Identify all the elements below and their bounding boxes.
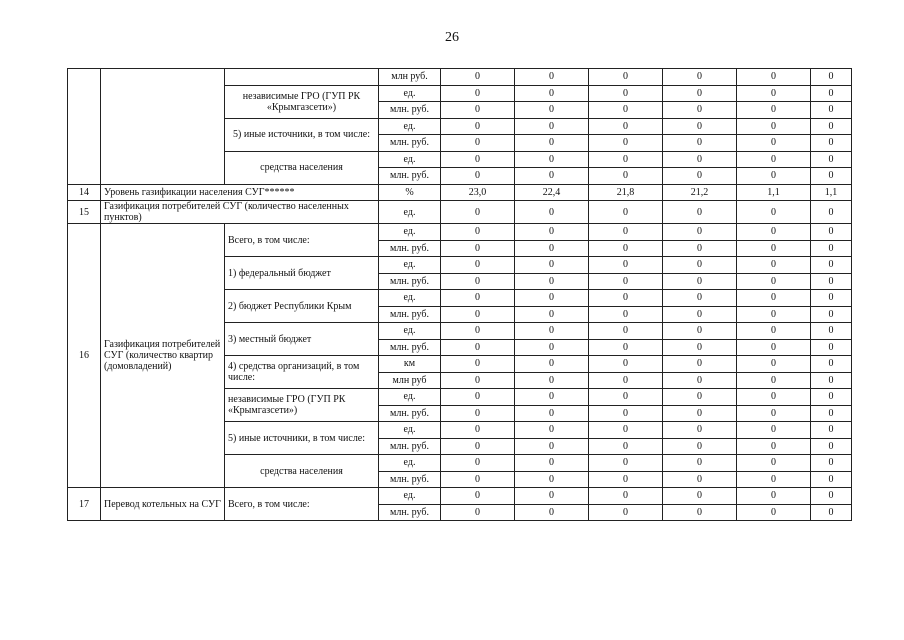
value-cell: 0 bbox=[589, 389, 663, 406]
value-cell: 0 bbox=[441, 168, 515, 185]
unit-cell: ед. bbox=[379, 323, 441, 340]
value-cell: 0 bbox=[811, 257, 852, 274]
value-cell: 0 bbox=[515, 290, 589, 307]
value-cell: 0 bbox=[737, 290, 811, 307]
value-cell: 0 bbox=[811, 69, 852, 86]
value-cell: 0 bbox=[589, 471, 663, 488]
table-row bbox=[68, 224, 852, 241]
value-cell: 0 bbox=[441, 69, 515, 86]
unit-cell: млн. руб. bbox=[379, 273, 441, 290]
row-number-cell: 16 bbox=[68, 224, 101, 488]
unit-cell: ед. bbox=[379, 488, 441, 505]
row-number-cell bbox=[68, 69, 101, 185]
value-cell: 0 bbox=[441, 372, 515, 389]
row-number-cell: 17 bbox=[68, 488, 101, 521]
value-cell: 0 bbox=[737, 240, 811, 257]
value-cell: 0 bbox=[663, 118, 737, 135]
value-cell: 0 bbox=[663, 471, 737, 488]
value-cell: 0 bbox=[737, 455, 811, 472]
value-cell: 0 bbox=[737, 372, 811, 389]
value-cell: 0 bbox=[589, 273, 663, 290]
value-cell: 0 bbox=[589, 339, 663, 356]
value-cell: 0 bbox=[589, 69, 663, 86]
value-cell: 22,4 bbox=[515, 184, 589, 201]
value-cell: 0 bbox=[663, 323, 737, 340]
indicator-cell: Газификация потребителей СУГ (количество населенных пунктов) bbox=[101, 201, 379, 224]
value-cell: 0 bbox=[737, 224, 811, 241]
value-cell: 0 bbox=[589, 135, 663, 152]
value-cell: 0 bbox=[811, 306, 852, 323]
value-cell: 0 bbox=[663, 273, 737, 290]
value-cell: 0 bbox=[589, 168, 663, 185]
unit-cell: млн. руб. bbox=[379, 240, 441, 257]
value-cell: 0 bbox=[737, 339, 811, 356]
row-number-cell: 14 bbox=[68, 184, 101, 201]
value-cell: 0 bbox=[441, 135, 515, 152]
subcategory-cell: независимые ГРО (ГУП РК «Крымгазсети») bbox=[225, 85, 379, 118]
subcategory-cell: независимые ГРО (ГУП РК «Крымгазсети») bbox=[225, 389, 379, 422]
subcategory-cell: Всего, в том числе: bbox=[225, 488, 379, 521]
value-cell: 0 bbox=[589, 372, 663, 389]
value-cell: 0 bbox=[663, 69, 737, 86]
value-cell: 0 bbox=[737, 168, 811, 185]
value-cell: 0 bbox=[515, 201, 589, 224]
value-cell: 0 bbox=[515, 257, 589, 274]
value-cell: 0 bbox=[441, 201, 515, 224]
subcategory-cell: Всего, в том числе: bbox=[225, 224, 379, 257]
value-cell: 0 bbox=[811, 471, 852, 488]
unit-cell: млн. руб. bbox=[379, 471, 441, 488]
value-cell: 0 bbox=[515, 422, 589, 439]
value-cell: 0 bbox=[515, 488, 589, 505]
value-cell: 0 bbox=[515, 471, 589, 488]
value-cell: 0 bbox=[811, 455, 852, 472]
value-cell: 0 bbox=[441, 339, 515, 356]
value-cell: 0 bbox=[811, 405, 852, 422]
unit-cell: млн. руб. bbox=[379, 168, 441, 185]
value-cell: 0 bbox=[663, 422, 737, 439]
value-cell: 0 bbox=[663, 85, 737, 102]
unit-cell: млн. руб. bbox=[379, 339, 441, 356]
value-cell: 0 bbox=[811, 372, 852, 389]
value-cell: 0 bbox=[663, 135, 737, 152]
value-cell: 0 bbox=[515, 356, 589, 373]
value-cell: 0 bbox=[737, 201, 811, 224]
subcategory-cell: 1) федеральный бюджет bbox=[225, 257, 379, 290]
value-cell: 0 bbox=[663, 290, 737, 307]
value-cell: 0 bbox=[811, 201, 852, 224]
value-cell: 0 bbox=[811, 102, 852, 119]
value-cell: 0 bbox=[441, 422, 515, 439]
indicator-cell: Газификация потребителей СУГ (количество квартир (домовладений) bbox=[101, 224, 225, 488]
value-cell: 0 bbox=[811, 488, 852, 505]
value-cell: 0 bbox=[663, 224, 737, 241]
value-cell: 0 bbox=[811, 151, 852, 168]
value-cell: 0 bbox=[811, 438, 852, 455]
value-cell: 23,0 bbox=[441, 184, 515, 201]
table-row bbox=[68, 488, 852, 505]
table-row bbox=[68, 201, 852, 224]
value-cell: 0 bbox=[515, 323, 589, 340]
value-cell: 0 bbox=[515, 85, 589, 102]
value-cell: 0 bbox=[441, 455, 515, 472]
value-cell: 0 bbox=[589, 306, 663, 323]
value-cell: 0 bbox=[441, 257, 515, 274]
value-cell: 21,8 bbox=[589, 184, 663, 201]
value-cell: 0 bbox=[737, 306, 811, 323]
value-cell: 0 bbox=[811, 224, 852, 241]
value-cell: 0 bbox=[737, 389, 811, 406]
value-cell: 0 bbox=[737, 422, 811, 439]
unit-cell: ед. bbox=[379, 85, 441, 102]
subcategory-cell: средства населения bbox=[225, 455, 379, 488]
value-cell: 0 bbox=[515, 240, 589, 257]
value-cell: 0 bbox=[811, 240, 852, 257]
value-cell: 0 bbox=[515, 405, 589, 422]
unit-cell: млн. руб. bbox=[379, 405, 441, 422]
unit-cell: ед. bbox=[379, 422, 441, 439]
subcategory-cell: 3) местный бюджет bbox=[225, 323, 379, 356]
unit-cell: ед. bbox=[379, 201, 441, 224]
value-cell: 0 bbox=[663, 488, 737, 505]
value-cell: 0 bbox=[737, 488, 811, 505]
value-cell: 0 bbox=[441, 273, 515, 290]
value-cell: 0 bbox=[589, 290, 663, 307]
subcategory-cell: 5) иные источники, в том числе: bbox=[225, 118, 379, 151]
value-cell: 0 bbox=[663, 438, 737, 455]
value-cell: 21,2 bbox=[663, 184, 737, 201]
value-cell: 0 bbox=[589, 504, 663, 521]
value-cell: 0 bbox=[737, 273, 811, 290]
value-cell: 0 bbox=[811, 290, 852, 307]
value-cell: 0 bbox=[663, 168, 737, 185]
value-cell: 0 bbox=[737, 85, 811, 102]
value-cell: 0 bbox=[811, 323, 852, 340]
value-cell: 0 bbox=[663, 240, 737, 257]
unit-cell: млн. руб. bbox=[379, 438, 441, 455]
unit-cell: млн руб. bbox=[379, 69, 441, 86]
value-cell: 0 bbox=[441, 356, 515, 373]
unit-cell: ед. bbox=[379, 118, 441, 135]
unit-cell: млн. руб. bbox=[379, 102, 441, 119]
value-cell: 0 bbox=[737, 504, 811, 521]
value-cell: 0 bbox=[663, 389, 737, 406]
value-cell: 0 bbox=[811, 339, 852, 356]
unit-cell: млн. руб. bbox=[379, 504, 441, 521]
value-cell: 0 bbox=[441, 224, 515, 241]
value-cell: 0 bbox=[811, 389, 852, 406]
subcategory-cell: 4) средства организаций, в том числе: bbox=[225, 356, 379, 389]
unit-cell: млн. руб. bbox=[379, 306, 441, 323]
value-cell: 0 bbox=[515, 339, 589, 356]
subcategory-cell: 5) иные источники, в том числе: bbox=[225, 422, 379, 455]
value-cell: 0 bbox=[441, 290, 515, 307]
value-cell: 0 bbox=[663, 405, 737, 422]
value-cell: 0 bbox=[589, 488, 663, 505]
unit-cell: млн. руб. bbox=[379, 135, 441, 152]
unit-cell: ед. bbox=[379, 224, 441, 241]
value-cell: 0 bbox=[663, 455, 737, 472]
value-cell: 0 bbox=[737, 118, 811, 135]
value-cell: 0 bbox=[515, 306, 589, 323]
value-cell: 0 bbox=[811, 273, 852, 290]
unit-cell: % bbox=[379, 184, 441, 201]
value-cell: 0 bbox=[589, 405, 663, 422]
value-cell: 0 bbox=[589, 257, 663, 274]
value-cell: 0 bbox=[589, 438, 663, 455]
value-cell: 0 bbox=[663, 306, 737, 323]
value-cell: 0 bbox=[441, 405, 515, 422]
value-cell: 0 bbox=[589, 151, 663, 168]
value-cell: 1,1 bbox=[811, 184, 852, 201]
value-cell: 0 bbox=[663, 201, 737, 224]
value-cell: 0 bbox=[441, 504, 515, 521]
value-cell: 0 bbox=[589, 356, 663, 373]
unit-cell: ед. bbox=[379, 151, 441, 168]
value-cell: 0 bbox=[589, 323, 663, 340]
value-cell: 0 bbox=[737, 471, 811, 488]
indicator-cell bbox=[101, 69, 225, 185]
value-cell: 0 bbox=[811, 504, 852, 521]
subcategory-cell bbox=[225, 69, 379, 86]
value-cell: 0 bbox=[737, 356, 811, 373]
value-cell: 0 bbox=[811, 135, 852, 152]
value-cell: 0 bbox=[811, 118, 852, 135]
value-cell: 0 bbox=[811, 356, 852, 373]
value-cell: 0 bbox=[441, 471, 515, 488]
value-cell: 0 bbox=[441, 438, 515, 455]
data-table bbox=[67, 68, 852, 521]
value-cell: 0 bbox=[441, 488, 515, 505]
value-cell: 0 bbox=[515, 372, 589, 389]
value-cell: 0 bbox=[515, 168, 589, 185]
table-row bbox=[68, 69, 852, 86]
unit-cell: ед. bbox=[379, 389, 441, 406]
value-cell: 0 bbox=[663, 504, 737, 521]
indicator-cell: Уровень газификации населения СУГ****** bbox=[101, 184, 379, 201]
unit-cell: млн руб bbox=[379, 372, 441, 389]
value-cell: 0 bbox=[663, 151, 737, 168]
value-cell: 0 bbox=[589, 422, 663, 439]
value-cell: 0 bbox=[515, 455, 589, 472]
value-cell: 0 bbox=[737, 438, 811, 455]
value-cell: 0 bbox=[737, 135, 811, 152]
value-cell: 0 bbox=[515, 102, 589, 119]
value-cell: 0 bbox=[441, 323, 515, 340]
value-cell: 0 bbox=[515, 389, 589, 406]
indicator-cell: Перевод котельных на СУГ bbox=[101, 488, 225, 521]
value-cell: 0 bbox=[515, 504, 589, 521]
value-cell: 0 bbox=[589, 85, 663, 102]
unit-cell: ед. bbox=[379, 290, 441, 307]
value-cell: 0 bbox=[589, 455, 663, 472]
value-cell: 0 bbox=[515, 118, 589, 135]
value-cell: 0 bbox=[515, 273, 589, 290]
subcategory-cell: 2) бюджет Республики Крым bbox=[225, 290, 379, 323]
value-cell: 0 bbox=[589, 240, 663, 257]
value-cell: 0 bbox=[737, 102, 811, 119]
value-cell: 0 bbox=[441, 151, 515, 168]
value-cell: 0 bbox=[663, 102, 737, 119]
value-cell: 0 bbox=[737, 257, 811, 274]
value-cell: 0 bbox=[737, 151, 811, 168]
value-cell: 0 bbox=[441, 102, 515, 119]
value-cell: 0 bbox=[737, 323, 811, 340]
value-cell: 0 bbox=[589, 224, 663, 241]
value-cell: 0 bbox=[589, 201, 663, 224]
value-cell: 1,1 bbox=[737, 184, 811, 201]
value-cell: 0 bbox=[737, 69, 811, 86]
value-cell: 0 bbox=[811, 85, 852, 102]
value-cell: 0 bbox=[515, 69, 589, 86]
value-cell: 0 bbox=[589, 102, 663, 119]
value-cell: 0 bbox=[589, 118, 663, 135]
unit-cell: км bbox=[379, 356, 441, 373]
value-cell: 0 bbox=[811, 422, 852, 439]
value-cell: 0 bbox=[441, 306, 515, 323]
value-cell: 0 bbox=[811, 168, 852, 185]
value-cell: 0 bbox=[663, 339, 737, 356]
value-cell: 0 bbox=[663, 257, 737, 274]
value-cell: 0 bbox=[441, 85, 515, 102]
value-cell: 0 bbox=[441, 240, 515, 257]
subcategory-cell: средства населения bbox=[225, 151, 379, 184]
unit-cell: ед. bbox=[379, 455, 441, 472]
row-number-cell: 15 bbox=[68, 201, 101, 224]
value-cell: 0 bbox=[663, 372, 737, 389]
unit-cell: ед. bbox=[379, 257, 441, 274]
value-cell: 0 bbox=[515, 438, 589, 455]
value-cell: 0 bbox=[441, 389, 515, 406]
value-cell: 0 bbox=[515, 224, 589, 241]
value-cell: 0 bbox=[515, 135, 589, 152]
value-cell: 0 bbox=[737, 405, 811, 422]
value-cell: 0 bbox=[515, 151, 589, 168]
value-cell: 0 bbox=[441, 118, 515, 135]
table-row bbox=[68, 184, 852, 201]
page-number: 26 bbox=[445, 30, 459, 45]
value-cell: 0 bbox=[663, 356, 737, 373]
